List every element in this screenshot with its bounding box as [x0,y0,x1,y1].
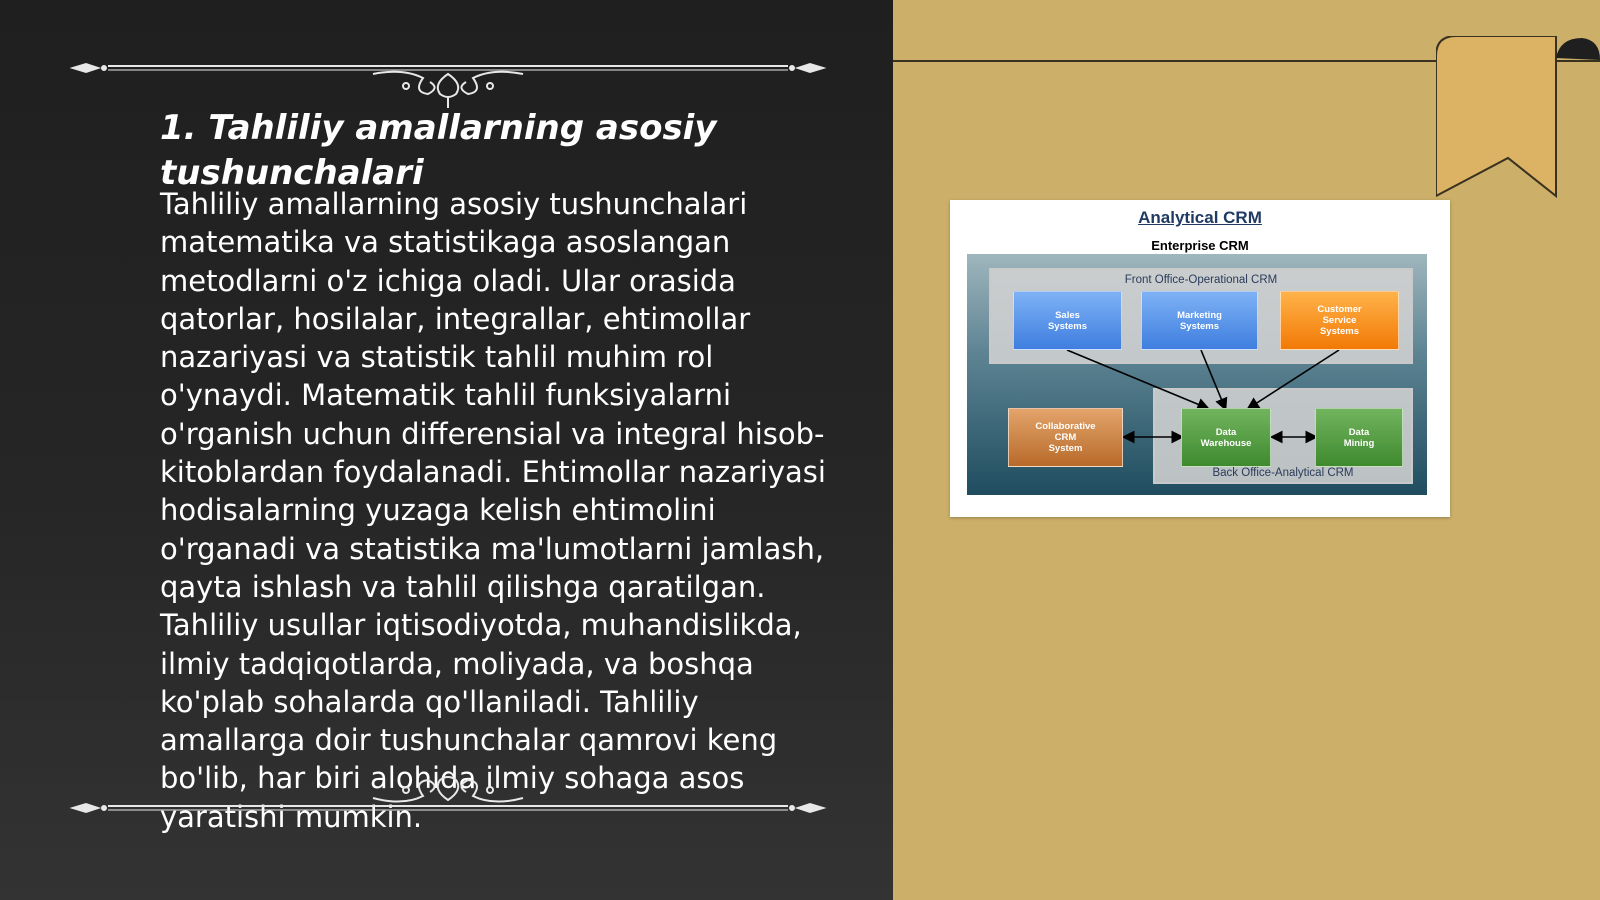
front-office-label: Front Office-Operational CRM [1124,274,1278,286]
arrow-sales-to-warehouse [1067,350,1207,408]
customer-service-systems-box: Customer Service Systems [1280,291,1399,350]
arrow-service-to-warehouse [1249,350,1339,408]
marketing-systems-box: Marketing Systems [1141,291,1258,350]
collaborative-crm-box: Collaborative CRM System [1008,408,1123,467]
analytical-crm-image [950,200,1450,517]
ribbon-bookmark-icon [1436,36,1600,200]
slide-body-text: Tahliliy amallarning asosiy tushunchalari matematika va statistikaga asoslangan metodlarni o'z ichiga oladi. Ular orasida qatorlar, hosilalar, integrallar, ehtimollar nazariyasi va statistik tahlil muhim rol o'ynaydi. Matematik tahlil funksiyalarni o'rganish uchun differensial va integral hisob-kitoblardan foydalanadi. Ehtimollar nazariyasi hodisalarning yuzaga kelish ehtimolini o'rganadi va statistika ma'lumotlarni jamlash, qayta ishlash va tahlil qilishga qaratilgan. Tahliliy usullar iqtisodiyotda, muhandislikda, ilmiy tadqiqotlarda, moliyada, va boshqa ko'plab sohalarda qo'llaniladi. Tahliliy amallarga doir tushunchalar qamrovi keng bo'lib, har biri alohida ilmiy sohaga asos yaratishi mumkin. [160,187,826,834]
crm-image-subtitle: Enterprise CRM [1151,238,1249,253]
back-office-label: Back Office-Analytical CRM [1212,467,1354,479]
flourish-ornament-top [68,48,828,108]
crm-image-title: Analytical CRM [1138,208,1262,227]
arrow-marketing-to-warehouse [1201,350,1225,408]
data-warehouse-box: Data Warehouse [1181,408,1271,467]
data-mining-box: Data Mining [1315,408,1403,467]
flourish-ornament-bottom [68,776,828,836]
crm-diagram [967,254,1427,495]
sales-systems-box: Sales Systems [1013,291,1122,350]
slide-title: 1. Tahliliy amallarning asosiy tushunchalari [160,108,717,193]
